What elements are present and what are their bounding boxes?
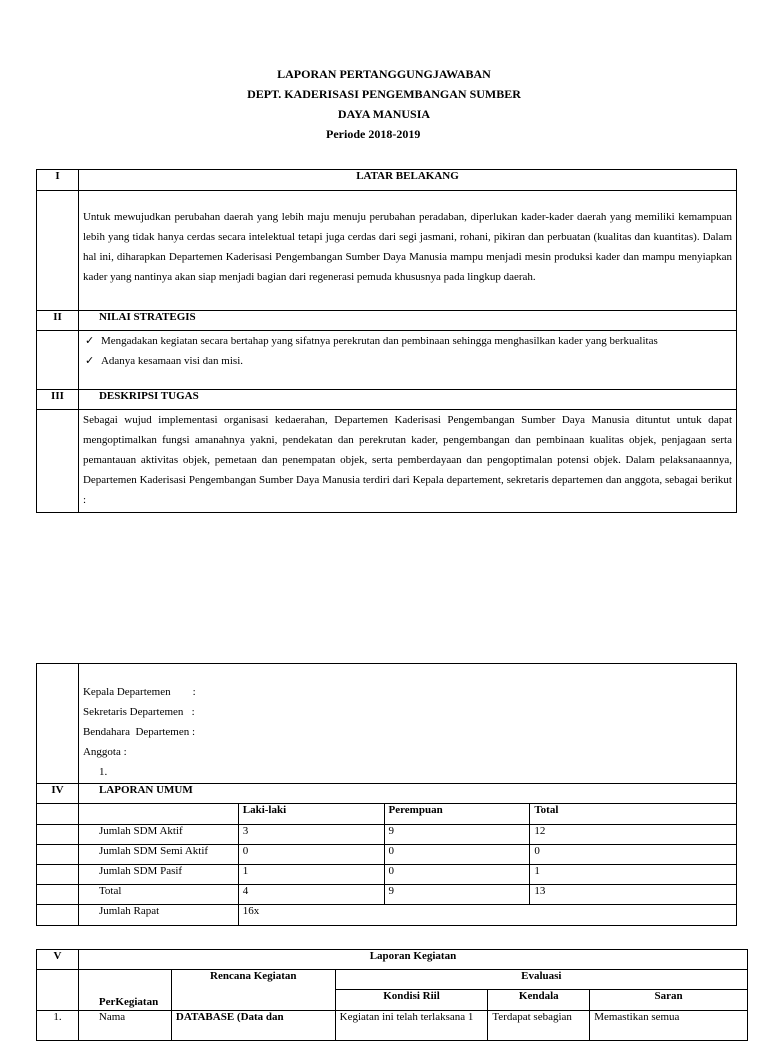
- bendahara-line: Bendahara Departemen :: [82, 726, 196, 738]
- col-header-total: Total: [530, 804, 737, 825]
- empty-cell: [37, 825, 79, 845]
- sekretaris-line: Sekretaris Departemen :: [82, 706, 195, 718]
- row-label: Jumlah SDM Aktif: [78, 825, 238, 845]
- section-1-body: [78, 191, 736, 311]
- row-label: Jumlah SDM Pasif: [78, 865, 238, 885]
- col-header-kendala: Kendala: [488, 990, 590, 1011]
- section-5-title: Laporan Kegiatan: [78, 950, 747, 970]
- document-title: [0, 64, 768, 144]
- cell-perempuan: 0: [384, 845, 530, 865]
- empty-cell: [37, 845, 79, 865]
- row-rencana: DATABASE (Data dan: [171, 1011, 335, 1041]
- row-label: Nama: [78, 1011, 171, 1041]
- section-3-number: III: [37, 390, 79, 410]
- cell-total: 0: [530, 845, 737, 865]
- title-line-1: LAPORAN PERTANGGUNGJAWABAN: [277, 67, 491, 81]
- row-saran: Memastikan semua: [590, 1011, 748, 1041]
- row-label: Total: [78, 885, 238, 905]
- rapat-value: 16x: [238, 905, 736, 926]
- title-line-2: DEPT. KADERISASI PENGEMBANGAN SUMBER: [247, 87, 521, 101]
- table-row: [37, 825, 737, 845]
- section-4-title: LAPORAN UMUM: [78, 784, 736, 804]
- table-row: [37, 1011, 748, 1041]
- cell-laki: 1: [238, 865, 384, 885]
- col-header-perkegiatan: PerKegiatan: [78, 970, 171, 1011]
- rapat-label: Jumlah Rapat: [78, 905, 238, 926]
- row-number: 1.: [37, 1011, 79, 1041]
- row-label: Jumlah SDM Semi Aktif: [78, 845, 238, 865]
- activity-table: [36, 949, 748, 1041]
- table-row: [37, 845, 737, 865]
- empty-cell: [37, 905, 79, 926]
- row-kondisi: Kegiatan ini telah terlaksana 1: [335, 1011, 488, 1041]
- structure-number-cell: [37, 664, 79, 784]
- section-2-title: NILAI STRATEGIS: [78, 311, 736, 331]
- cell-laki: 4: [238, 885, 384, 905]
- cell-perempuan: 9: [384, 885, 530, 905]
- col-header-evaluasi: Evaluasi: [335, 970, 747, 990]
- structure-cell: [78, 664, 736, 784]
- cell-perempuan: 0: [384, 865, 530, 885]
- section-3-text: Sebagai wujud implementasi organisasi kedaerahan, Departemen Kaderisasi Pengembangan Sumber Daya Manusia dituntut untuk dapat mengoptimalkan fungsi amanahnya yakni, pendekatan dan perekrutan kader, pengembangan dan pembinaan kualitas objek, penjagaan serta pemantauan aktivitas objek, pemetaan dan penempatan objek, serta pemberdayaan dan pengoptimalan potensi objek. Dalam pelaksanaannya, Departemen Kaderisasi Pengembangan Sumber Daya Manusia terdiri dari Kepala departement, sekretaris departemen dan anggota, sebagai berikut :: [82, 414, 732, 506]
- list-item: ✓ Adanya kesamaan visi dan misi.: [101, 351, 732, 371]
- anggota-line: Anggota :: [82, 746, 127, 758]
- anggota-item: 1.: [98, 766, 108, 778]
- structure-list: [83, 664, 732, 782]
- cell-perempuan: 9: [384, 825, 530, 845]
- empty-cell: [37, 970, 79, 1011]
- section-3-number-cell: [37, 410, 79, 513]
- list-item: ✓ Mengadakan kegiatan secara bertahap yang sifatnya perekrutan dan pembinaan sehingga menghasilkan kader yang berkualitas: [101, 331, 732, 351]
- section-2-body: [78, 331, 736, 390]
- check-icon: ✓: [84, 335, 95, 347]
- report-table: [36, 663, 737, 926]
- table-row: [37, 865, 737, 885]
- cell-total: 13: [530, 885, 737, 905]
- table-row: [37, 905, 737, 926]
- kepala-line: Kepala Departemen :: [82, 686, 196, 698]
- row-kendala: Terdapat sebagian: [488, 1011, 590, 1041]
- empty-cell: [37, 865, 79, 885]
- cell-laki: 0: [238, 845, 384, 865]
- section-1-title: LATAR BELAKANG: [78, 170, 736, 191]
- title-period: Periode 2018-2019: [326, 127, 421, 141]
- section-2-number: II: [37, 311, 79, 331]
- check-icon: ✓: [84, 355, 95, 367]
- strategic-list: [83, 331, 732, 371]
- cell-total: 12: [530, 825, 737, 845]
- col-header-laki: Laki-laki: [238, 804, 384, 825]
- section-1-text: Untuk mewujudkan perubahan daerah yang lebih maju menuju perubahan peradaban, diperlukan kader-kader daerah yang memiliki kemampuan lebih yang tidak hanya cerdas secara intelektual tetapi juga cerdas dari segi jasmani, rohani, pikiran dan perbuatan (kualitas dan kuantitas). Dalam hal ini, diharapkan Departemen Kaderisasi Pengembangan Sumber Daya Manusia mampu menjadi mesin produksi kader dan mampu menyiapkan kader yang nantinya akan siap menjadi bagian dari regenerasi pemuda khususnya pada lingkup daerah.: [82, 211, 732, 283]
- empty-cell: [37, 804, 79, 825]
- section-3-title: DESKRIPSI TUGAS: [78, 390, 736, 410]
- table-row: [37, 885, 737, 905]
- section-1-number: I: [37, 170, 79, 191]
- cell-laki: 3: [238, 825, 384, 845]
- section-5-number: V: [37, 950, 79, 970]
- empty-cell: [37, 885, 79, 905]
- section-3-body: [78, 410, 736, 513]
- section-1-number-cell: [37, 191, 79, 311]
- col-header-kondisi: Kondisi Riil: [335, 990, 488, 1011]
- col-header-perempuan: Perempuan: [384, 804, 530, 825]
- col-header-rencana: Rencana Kegiatan: [171, 970, 335, 1011]
- section-2-number-cell: [37, 331, 79, 390]
- col-header-saran: Saran: [590, 990, 748, 1011]
- main-table: [36, 169, 737, 513]
- title-line-3: DAYA MANUSIA: [337, 107, 431, 121]
- cell-total: 1: [530, 865, 737, 885]
- section-4-number: IV: [37, 784, 79, 804]
- empty-cell: [78, 804, 238, 825]
